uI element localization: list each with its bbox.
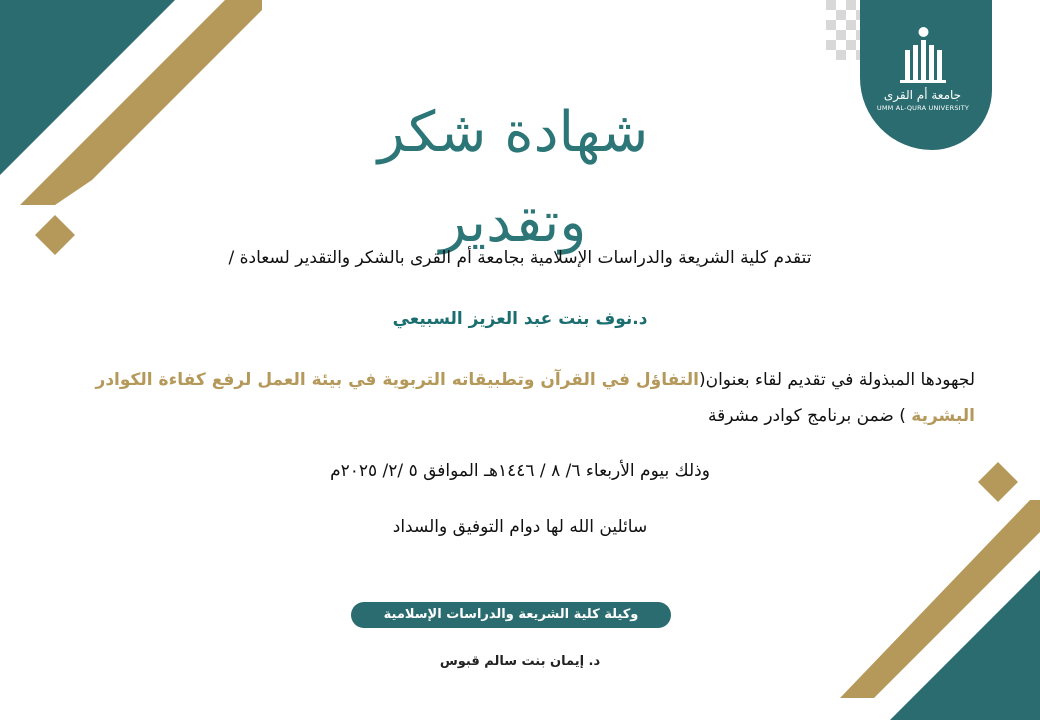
lecture-title: التفاؤل في القرآن وتطبيقاته التربوية في بيئة العمل لرفع كفاءة الكوادر البشرية (95, 370, 975, 426)
university-logo (860, 0, 1040, 155)
date-line: وذلك بيوم الأربعاء ٦/ ٨ / ١٤٤٦هـ الموافق ٥ /٢/ ٢٠٢٥م (330, 461, 710, 481)
body-suffix: ) ضمن برنامج كوادر مشرقة (708, 406, 912, 426)
bottom-right-decoration (760, 460, 1040, 720)
top-left-decoration (0, 0, 270, 260)
logo-name-ar: جامعة أم القرى (883, 88, 962, 102)
certificate-title: شهادة شكر وتقدير (377, 100, 649, 255)
signer-role-badge: وكيلة كلية الشريعة والدراسات الإسلامية (351, 602, 671, 628)
recipient-name: د.نوف بنت عبد العزيز السبيعي (392, 309, 648, 329)
logo-name-en: UMM AL-QURA UNIVERSITY (876, 104, 970, 112)
prayer-text: سائلين الله لها دوام التوفيق والسداد (392, 517, 648, 537)
body-prefix: لجهودها المبذولة في تقديم لقاء بعنوان( (698, 370, 975, 390)
intro-text: تتقدم كلية الشريعة والدراسات الإسلامية بجامعة أم القرى بالشكر والتقدير لسعادة / (228, 248, 812, 268)
body-text (70, 362, 975, 434)
signer-name: د. إيمان بنت سالم قبوس (439, 654, 601, 669)
